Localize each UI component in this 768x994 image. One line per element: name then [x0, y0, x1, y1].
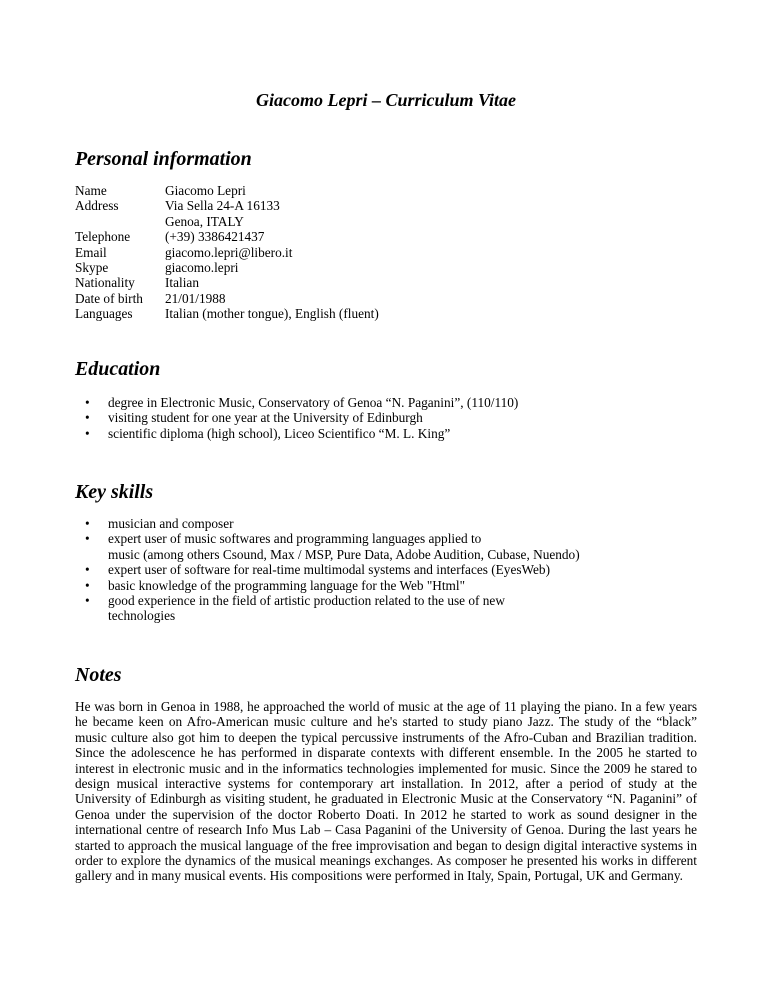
info-value: Via Sella 24-A 16133 [165, 198, 280, 214]
list-item-text: visiting student for one year at the University of Edinburgh [108, 410, 423, 426]
list-item [75, 578, 697, 593]
info-row-address-city [75, 214, 379, 229]
info-row-skype [75, 260, 379, 275]
list-item [75, 395, 697, 410]
info-label: Address [75, 198, 119, 214]
list-item-text: scientific diploma (high school), Liceo Scientifico “M. L. King” [108, 425, 451, 441]
info-row-address [75, 198, 379, 213]
education-heading: Education [75, 358, 161, 380]
info-label: Name [75, 183, 107, 198]
personal-info-table [75, 183, 379, 322]
list-item-text: expert user of music softwares and programming languages applied to [108, 531, 482, 547]
bullet-icon: • [85, 516, 90, 531]
info-label: Email [75, 244, 107, 260]
list-item-text: music (among others Csound, Max / MSP, Pure Data, Adobe Audition, Cubase, Nuendo) [108, 546, 580, 562]
info-value: Genoa, ITALY [165, 213, 244, 229]
personal-info-heading: Personal information [75, 148, 252, 170]
key-skills-heading: Key skills [75, 481, 154, 503]
info-label: Languages [75, 306, 133, 322]
info-value: Italian (mother tongue), English (fluent) [165, 306, 379, 322]
info-value: giacomo.lepri [165, 260, 239, 276]
info-row-name [75, 183, 379, 198]
notes-paragraph: He was born in Genoa in 1988, he approached the world of music at the age of 11 playing the piano. In a few years he became keen on Afro-American music culture and he's started to study piano Jazz. The study of the “black” music culture also got him to deepen the typical percussive instruments of the Afro-Cuban and Brazilian tradition. Since the adolescence he has performed in disparate contexts with different ensemble. In the 2005 he started to interest in electronic music and in the informatics technologies implemented for music. Since the 2009 he stared to design musical interactive systems for contemporary art installation. In 2012, after a period of study at the University of Edinburgh as visiting student, he graduated in Electronic Music at the Conservatory “N. Paganini” of Genoa under the supervision of the doctor Roberto Doati. In 2012 he started to work as sound designer in the international centre of research Info Mus Lab – Casa Paganini of the University of Genoa. During the last years he started to approach the musical language of the free improvisation and began to design digital interactive systems in order to explore the dynamics of the musical meanings exchanges. As composer he presented his works in different gallery and in many musical events. His compositions were performed in Italy, Spain, Portugal, UK and Germany. [75, 699, 697, 884]
info-label: Telephone [75, 229, 131, 245]
list-item [75, 531, 697, 562]
bullet-icon: • [85, 531, 90, 547]
document-title: Giacomo Lepri – Curriculum Vitae [255, 90, 517, 110]
bullet-icon: • [85, 395, 90, 410]
bullet-icon: • [85, 562, 90, 578]
bullet-icon: • [85, 410, 90, 426]
list-item-text: expert user of software for real-time multimodal systems and interfaces (EyesWeb) [108, 562, 550, 578]
list-item-text: degree in Electronic Music, Conservatory of Genoa “N. Paganini”, (110/110) [108, 395, 519, 410]
info-value: Italian [165, 275, 199, 291]
list-item-text: good experience in the field of artistic production related to the use of new [108, 593, 505, 609]
info-label: Nationality [75, 275, 135, 291]
info-row-date-of-birth [75, 291, 379, 306]
info-value: giacomo.lepri@libero.it [165, 244, 293, 260]
list-item-text: basic knowledge of the programming language for the Web "Html" [108, 577, 466, 593]
list-item-text: musician and composer [108, 516, 234, 531]
notes-heading: Notes [75, 664, 122, 686]
education-list [75, 395, 697, 441]
list-item [75, 426, 697, 441]
info-label: Skype [75, 260, 109, 276]
info-label [75, 214, 165, 229]
info-row-languages [75, 306, 379, 321]
bullet-icon: • [85, 425, 90, 441]
list-item [75, 593, 697, 624]
bullet-icon: • [85, 577, 90, 593]
info-row-telephone [75, 229, 379, 244]
info-row-nationality [75, 275, 379, 290]
info-row-email [75, 245, 379, 260]
info-value: Giacomo Lepri [165, 183, 246, 198]
key-skills-list [75, 516, 697, 624]
info-value: 21/01/1988 [165, 290, 226, 306]
list-item [75, 410, 697, 425]
info-value: (+39) 3386421437 [165, 229, 265, 245]
list-item-text: technologies [108, 608, 176, 624]
list-item [75, 562, 697, 577]
info-label: Date of birth [75, 290, 143, 306]
bullet-icon: • [85, 593, 90, 609]
list-item [75, 516, 697, 531]
